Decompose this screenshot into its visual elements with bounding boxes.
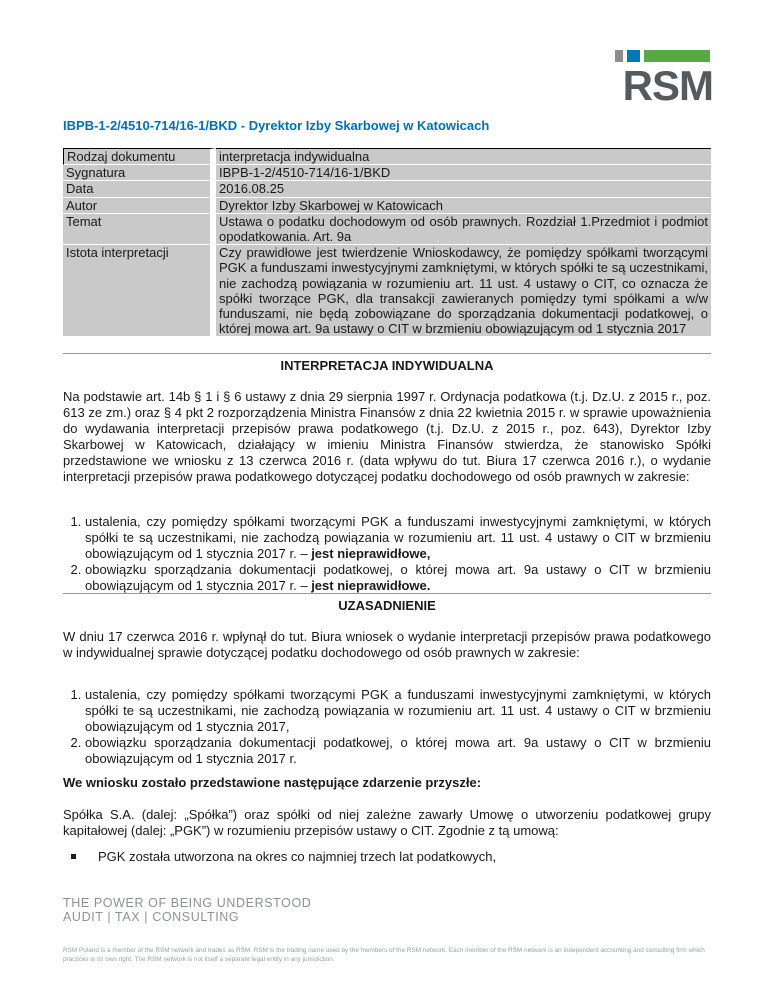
metadata-table xyxy=(63,148,711,337)
subheading: We wniosku zostało przedstawione następujące zdarzenie przyszłe: xyxy=(63,775,482,790)
meta-row xyxy=(63,214,711,245)
facts-paragraph: Spółka S.A. (dalej: „Spółka”) oraz spółki od niej zależne zawarły Umowę o utworzeniu podatkowej grupy kapitałowej (dalej: „PGK”) w rozumieniu przepisów ustawy o CIT. Zgodnie z tą umową: xyxy=(63,807,711,838)
section-uzasadnienie xyxy=(63,593,711,613)
meta-key: Sygnatura xyxy=(63,165,216,181)
intro-paragraph: Na podstawie art. 14b § 1 i § 6 ustawy z dnia 29 sierpnia 1997 r. Ordynacja podatkowa (t.j. Dz.U. z 2015 r., poz. 613 ze zm.) oraz § 4 pkt 2 rozporządzenia Ministra Finansów z dnia 22 kwietnia 2015 r. w sprawie upoważnienia do wydawania interpretacji przepisów prawa podatkowego (t.j. Dz.U. z 2015 r., poz. 643), Dyrektor Izby Skarbowej w Katowicach, działający w imieniu Ministra Finansów stwierdza, że stanowisko Spółki przedstawione we wniosku z 13 czerwca 2016 r. (data wpływu do tut. Biura 17 czerwca 2016 r.), o wydanie interpretacji przepisów prawa podatkowego dotyczącej podatku dochodowego od osób prawnych w zakresie: xyxy=(63,389,711,484)
bullet-square-icon xyxy=(71,854,76,859)
meta-key: Temat xyxy=(63,214,216,245)
meta-key: Rodzaj dokumentu xyxy=(63,148,216,165)
logo-wordmark: RSM xyxy=(622,62,713,109)
list-item-verdict: jest nieprawidłowe, xyxy=(311,546,431,561)
meta-key: Data xyxy=(63,181,216,197)
meta-key: Autor xyxy=(63,198,216,214)
list-item-text: ustalenia, czy pomiędzy spółkami tworzącymi PGK a funduszami inwestycyjnymi zamkniętymi, w których spółki te są uczestnikami, nie zachodzą powiązania w rozumieniu art. 11 ust. 4 ustawy o CIT w brzmieniu obowiązującym od 1 stycznia 2017 r. – xyxy=(85,514,711,561)
meta-row xyxy=(63,148,711,165)
footer-tagline xyxy=(63,896,311,924)
meta-row xyxy=(63,198,711,214)
meta-value: interpretacja indywidualna xyxy=(216,148,711,165)
logo-bar-green xyxy=(644,50,710,62)
document-title: IBPB-1-2/4510-714/16-1/BKD - Dyrektor Izby Skarbowej w Katowicach xyxy=(63,118,490,133)
bullet-text: PGK została utworzona na okres co najmniej trzech lat podatkowych, xyxy=(98,849,497,864)
list-item-verdict: jest nieprawidłowe. xyxy=(311,578,431,593)
section-interpretacja xyxy=(63,353,711,373)
meta-value: Dyrektor Izby Skarbowej w Katowicach xyxy=(216,198,711,214)
meta-value: Czy prawidłowe jest twierdzenie Wnioskodawcy, że pomiędzy spółkami tworzącymi PGK a funduszami inwestycyjnymi zamkniętymi, w których spółki te są uczestnikami, nie zachodzą powiązania w rozumieniu art. 11 ust. 4 ustawy o CIT, co oznacza że spółki tworzące PGK, dla transakcji zawieranych pomiędzy tymi spółkami a w/w funduszami, nie będą zobowiązane do sporządzania dokumentacji podatkowej, o której mowa art. 9a ustawy o CIT w brzmieniu obowiązującym od 1 stycznia 2017 xyxy=(216,245,711,337)
footer-legal-note: RSM Poland is a member of the RSM network and trades as RSM. RSM is the trading name used by the members of the RSM network. Each member of the RSM network is an independent accounting and consulting firm which practices in its own right. The RSM network is not itself a separate legal entity in any jurisdiction. xyxy=(63,947,705,963)
meta-key: Istota interpretacji xyxy=(63,245,216,337)
tagline-line-2: AUDIT | TAX | CONSULTING xyxy=(63,910,240,924)
meta-value: IBPB-1-2/4510-714/16-1/BKD xyxy=(216,165,711,181)
section-heading: UZASADNIENIE xyxy=(63,593,711,613)
tagline-line-1: THE POWER OF BEING UNDERSTOOD xyxy=(63,896,312,910)
meta-row xyxy=(63,245,711,337)
meta-value: 2016.08.25 xyxy=(216,181,711,197)
logo-bar-blue xyxy=(627,50,640,62)
logo-bars xyxy=(615,50,710,62)
rsm-logo xyxy=(580,50,713,109)
decision-list xyxy=(63,514,711,594)
logo-bar-grey xyxy=(615,50,623,62)
list-item xyxy=(85,514,711,562)
meta-row xyxy=(63,181,711,197)
meta-row xyxy=(63,165,711,181)
list-item: 2. obowiązku sporządzania dokumentacji podatkowej, o której mowa art. 9a ustawy o CIT w brzmieniu obowiązującym od 1 stycznia 2017 r. xyxy=(85,735,711,767)
list-item: 1. ustalenia, czy pomiędzy spółkami tworzącymi PGK a funduszami inwestycyjnymi zamkniętymi, w których spółki te są uczestnikami, nie zachodzą powiązania w rozumieniu art. 11 ust. 4 ustawy o CIT w brzmieniu obowiązującym od 1 stycznia 2017, xyxy=(85,687,711,735)
bullet-item xyxy=(63,849,711,865)
justification-paragraph: W dniu 17 czerwca 2016 r. wpłynął do tut. Biura wniosek o wydanie interpretacji przepisów prawa podatkowego w indywidualnej sprawie dotyczącej podatku dochodowego od osób prawnych w zakresie: xyxy=(63,629,711,660)
section-heading: INTERPRETACJA INDYWIDUALNA xyxy=(63,353,711,373)
meta-value: Ustawa o podatku dochodowym od osób prawnych. Rozdział 1.Przedmiot i podmiot opodatkowania. Art. 9a xyxy=(216,214,711,245)
list-item xyxy=(85,562,711,594)
list-item-text: obowiązku sporządzania dokumentacji podatkowej, o której mowa art. 9a ustawy o CIT w brzmieniu obowiązującym od 1 stycznia 2017 r. – xyxy=(85,562,711,593)
scope-list xyxy=(63,687,711,767)
